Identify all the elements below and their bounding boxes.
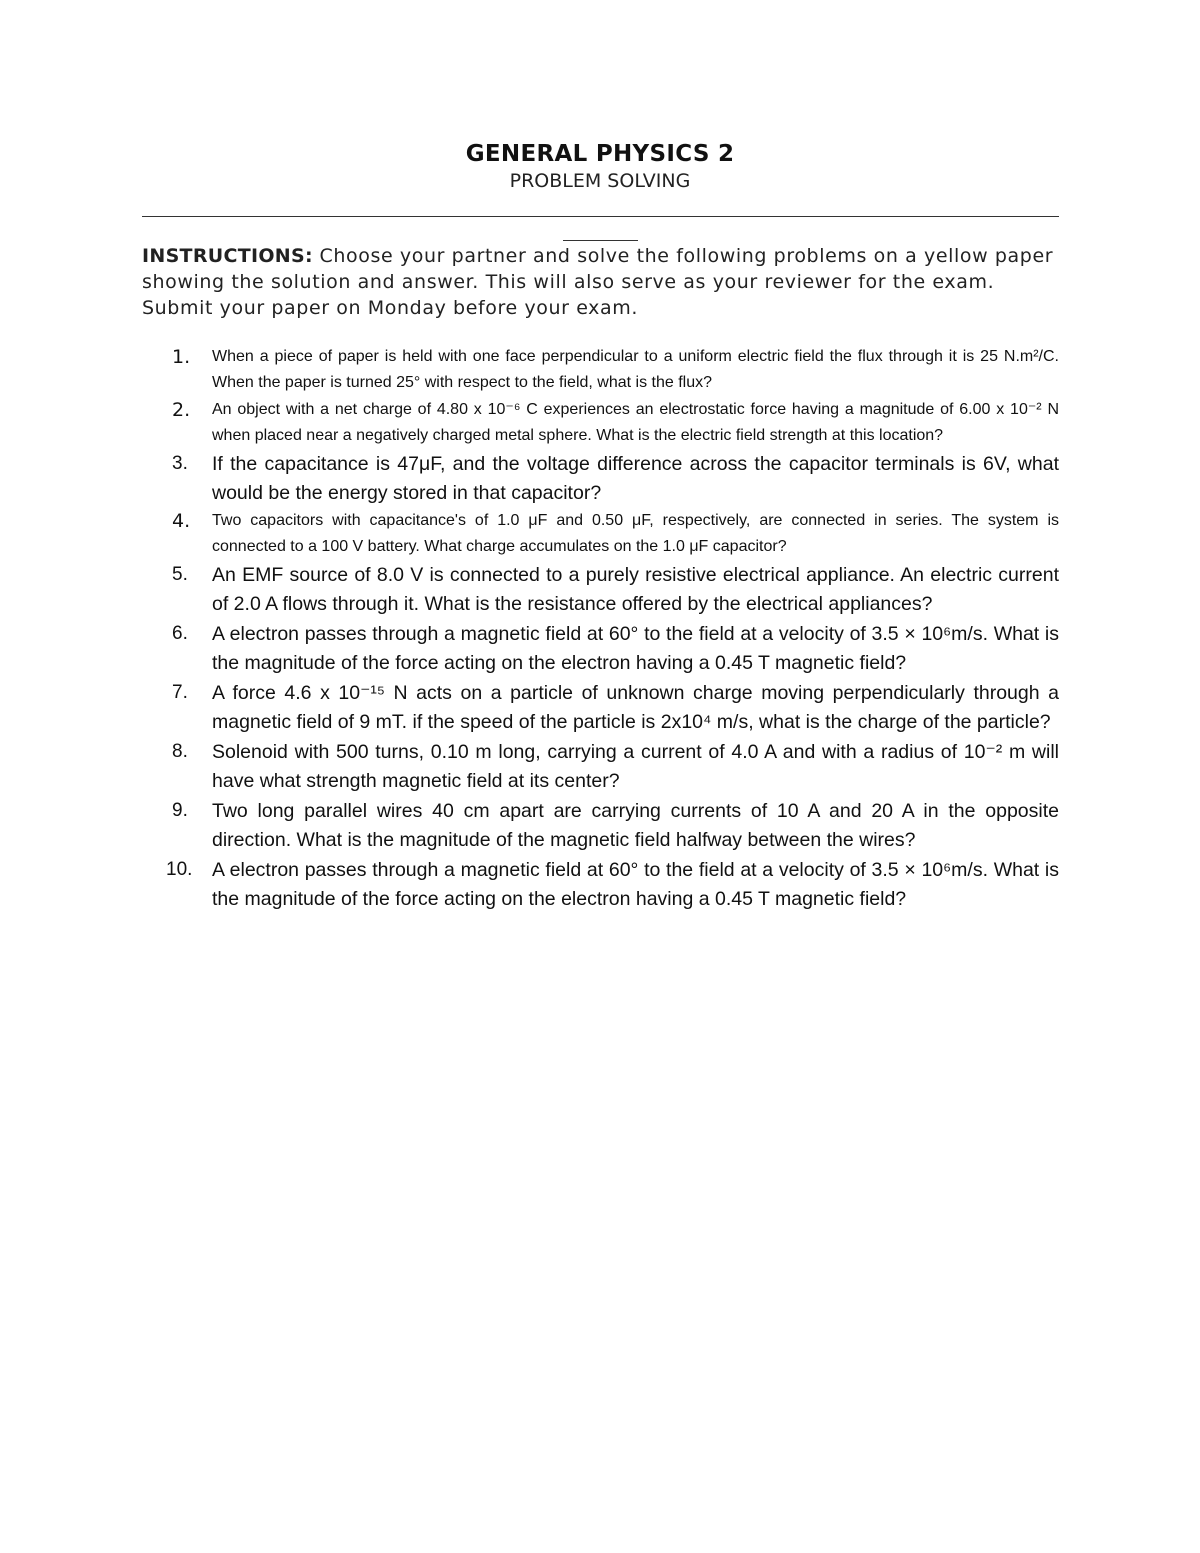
problem-text: Two capacitors with capacitance's of 1.0 μF and 0.50 μF, respectively, are connected in series. The system is connected to a 100 V battery. What charge accumulates on the 1.0 μF capacitor? bbox=[212, 512, 1059, 555]
problem-number: 4. bbox=[172, 510, 191, 532]
problem-item bbox=[142, 344, 1059, 396]
problem-text: A electron passes through a magnetic field at 60° to the field at a velocity of 3.5 × 10⁶m/s. What is the magnitude of the force acting on the electron having a 0.45 T magnetic field? bbox=[212, 859, 1059, 910]
short-divider bbox=[563, 240, 638, 241]
problem-number: 2. bbox=[172, 399, 191, 421]
problem-number: 1. bbox=[172, 346, 191, 368]
header-divider bbox=[142, 216, 1059, 217]
problem-text: If the capacitance is 47μF, and the voltage difference across the capacitor terminals is 6V, what would be the energy stored in that capacitor? bbox=[212, 453, 1059, 504]
problem-text: A electron passes through a magnetic field at 60° to the field at a velocity of 3.5 × 10⁶m/s. What is the magnitude of the force acting on the electron having a 0.45 T magnetic field? bbox=[212, 623, 1059, 674]
problem-item bbox=[142, 397, 1059, 449]
problem-text: Two long parallel wires 40 cm apart are carrying currents of 10 A and 20 A in the opposite direction. What is the magnitude of the magnetic field halfway between the wires? bbox=[212, 800, 1059, 851]
problem-number: 8. bbox=[172, 741, 188, 762]
problem-text: Solenoid with 500 turns, 0.10 m long, carrying a current of 4.0 A and with a radius of 10⁻² m will have what strength magnetic field at its center? bbox=[212, 741, 1059, 792]
instructions-text: Choose your partner and solve the following problems on a yellow paper showing the solution and answer. This will also serve as your reviewer for the exam. Submit your paper on Monday before your exam. bbox=[142, 245, 1054, 319]
problem-item bbox=[142, 561, 1059, 618]
problem-item bbox=[142, 450, 1059, 507]
problem-number: 5. bbox=[172, 564, 188, 585]
problem-text: When a piece of paper is held with one face perpendicular to a uniform electric field the flux through it is 25 N.m²/C. When the paper is turned 25° with respect to the field, what is the flux? bbox=[212, 348, 1059, 391]
problem-number: 10. bbox=[166, 859, 193, 880]
problem-item bbox=[142, 508, 1059, 560]
problem-number: 9. bbox=[172, 800, 188, 821]
instructions-label: INSTRUCTIONS: bbox=[142, 245, 313, 267]
problem-item bbox=[142, 620, 1059, 677]
problem-number: 6. bbox=[172, 623, 188, 644]
problem-text: A force 4.6 x 10⁻¹⁵ N acts on a particle of unknown charge moving perpendicularly through a magnetic field of 9 mT. if the speed of the particle is 2x10⁴ m/s, what is the charge of the particle? bbox=[212, 682, 1059, 733]
document-title: GENERAL PHYSICS 2 bbox=[465, 141, 735, 167]
problem-number: 7. bbox=[172, 682, 188, 703]
problem-item bbox=[142, 856, 1059, 913]
problem-text: An object with a net charge of 4.80 x 10⁻⁶ C experiences an electrostatic force having a magnitude of 6.00 x 10⁻² N when placed near a negatively charged metal sphere. What is the electric field strength at this location? bbox=[212, 401, 1059, 444]
problem-number: 3. bbox=[172, 453, 188, 474]
problem-item bbox=[142, 738, 1059, 795]
problem-item bbox=[142, 797, 1059, 854]
document-subtitle: PROBLEM SOLVING bbox=[509, 170, 691, 192]
problem-item bbox=[142, 679, 1059, 736]
instructions-paragraph bbox=[142, 243, 1059, 321]
problem-text: An EMF source of 8.0 V is connected to a purely resistive electrical appliance. An electric current of 2.0 A flows through it. What is the resistance offered by the electrical appliances? bbox=[212, 564, 1059, 615]
problem-list bbox=[142, 344, 1059, 913]
